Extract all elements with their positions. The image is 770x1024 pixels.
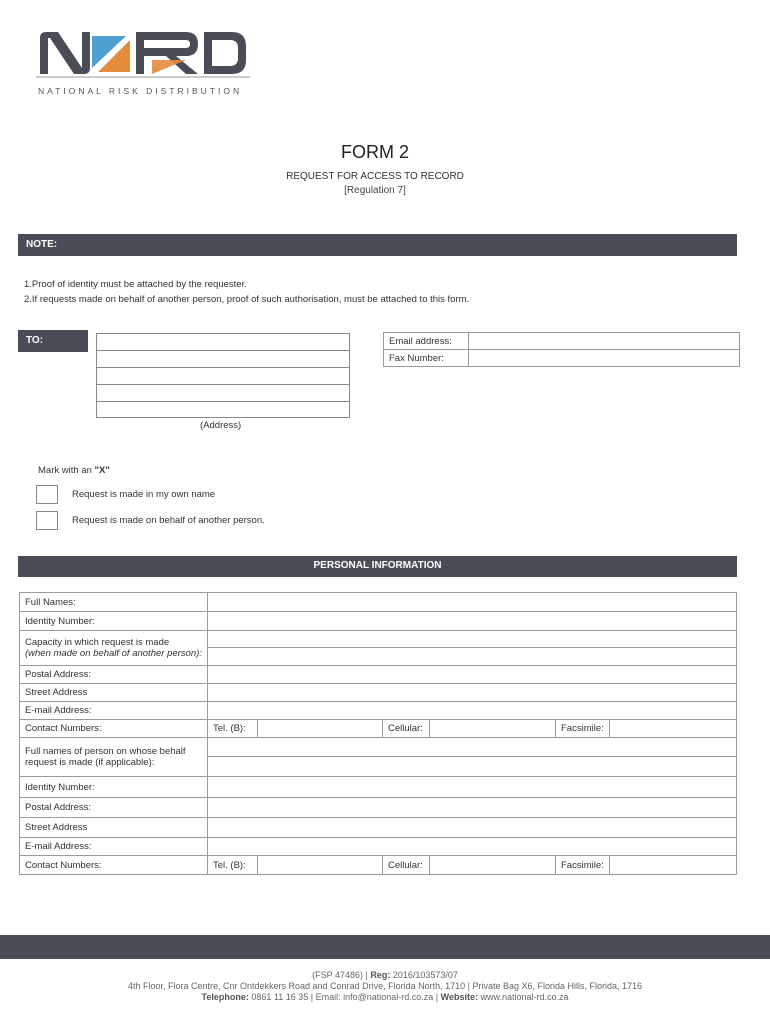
postal-address2-label: Postal Address: bbox=[20, 798, 208, 818]
identity-number-label: Identity Number: bbox=[20, 612, 208, 631]
note-heading: NOTE: bbox=[26, 239, 58, 250]
full-names-label: Full Names: bbox=[20, 593, 208, 612]
address-line-5[interactable] bbox=[96, 402, 350, 418]
behalf-names-field-1[interactable] bbox=[208, 738, 737, 757]
behalf-label: Request is made on behalf of another person. bbox=[72, 515, 265, 526]
footer-line-1 bbox=[0, 970, 770, 981]
form-subtitle: REQUEST FOR ACCESS TO RECORD bbox=[286, 171, 464, 182]
own-name-label: Request is made in my own name bbox=[72, 489, 216, 500]
note-item-2: 2.If requests made on behalf of another person, proof of such authorisation, must be attached to this form. bbox=[24, 294, 470, 305]
form-regulation: [Regulation 7] bbox=[344, 185, 406, 196]
footer-tel-label: Telephone: bbox=[201, 992, 249, 1002]
cellular-label: Cellular: bbox=[383, 720, 430, 738]
email-address2-label: E-mail Address: bbox=[20, 838, 208, 856]
mark-instruction-text: Mark with an bbox=[38, 465, 95, 476]
footer-web-label: Website: bbox=[440, 992, 478, 1002]
email-address2-field[interactable] bbox=[208, 838, 737, 856]
postal-address-field[interactable] bbox=[208, 666, 737, 684]
email-address-label: E-mail Address: bbox=[20, 702, 208, 720]
mark-symbol: "X" bbox=[94, 465, 110, 476]
footer-line-3 bbox=[0, 992, 770, 1003]
note-list bbox=[24, 277, 469, 307]
capacity-text: Capacity in which request is made bbox=[25, 637, 170, 648]
tel2-field[interactable] bbox=[258, 856, 383, 875]
address-fields bbox=[96, 333, 350, 418]
to-label-box bbox=[18, 330, 88, 352]
facsimile-label: Facsimile: bbox=[556, 720, 610, 738]
contact-table bbox=[383, 332, 740, 367]
behalf-checkbox[interactable] bbox=[36, 511, 58, 530]
mark-instruction bbox=[38, 465, 110, 476]
email-label: Email address: bbox=[384, 333, 469, 350]
email-field[interactable] bbox=[469, 333, 740, 350]
address-line-1[interactable] bbox=[96, 333, 350, 351]
cellular-field[interactable] bbox=[430, 720, 556, 738]
postal-address-label: Postal Address: bbox=[20, 666, 208, 684]
fax-field[interactable] bbox=[469, 350, 740, 367]
tel2-label: Tel. (B): bbox=[208, 856, 258, 875]
identity-number2-field[interactable] bbox=[208, 777, 737, 798]
footer-fsp: (FSP 47486) | bbox=[312, 970, 371, 980]
cellular2-label: Cellular: bbox=[383, 856, 430, 875]
logo-subtitle: NATIONAL RISK DISTRIBUTION bbox=[38, 86, 243, 96]
facsimile2-field[interactable] bbox=[609, 856, 736, 875]
footer-bar bbox=[0, 935, 770, 959]
street-address2-label: Street Address bbox=[20, 818, 208, 838]
behalf-names-field-2[interactable] bbox=[208, 757, 737, 777]
address-line-4[interactable] bbox=[96, 385, 350, 402]
identity-number-field[interactable] bbox=[208, 612, 737, 631]
facsimile2-label: Facsimile: bbox=[556, 856, 610, 875]
capacity-field-2[interactable] bbox=[208, 648, 737, 666]
footer-web-value: www.national-rd.co.za bbox=[477, 992, 569, 1002]
tel-label: Tel. (B): bbox=[208, 720, 258, 738]
to-label: TO: bbox=[26, 335, 44, 346]
address-line-2[interactable] bbox=[96, 351, 350, 368]
personal-info-table bbox=[19, 592, 737, 875]
contact-numbers2-label: Contact Numbers: bbox=[20, 856, 208, 875]
capacity-field-1[interactable] bbox=[208, 631, 737, 648]
postal-address2-field[interactable] bbox=[208, 798, 737, 818]
tel-field[interactable] bbox=[258, 720, 383, 738]
personal-info-bar bbox=[18, 556, 737, 577]
fax-label: Fax Number: bbox=[384, 350, 469, 367]
email-address-field[interactable] bbox=[208, 702, 737, 720]
footer-reg-value: 2016/103573/07 bbox=[390, 970, 458, 980]
address-caption: (Address) bbox=[200, 420, 242, 431]
cellular2-field[interactable] bbox=[430, 856, 556, 875]
footer-tel-value: 0861 11 16 35 | Email: info@national-rd.co.za | bbox=[248, 992, 441, 1002]
note-bar bbox=[18, 234, 737, 256]
footer-reg-label: Reg: bbox=[370, 970, 391, 980]
capacity-note: (when made on behalf of another person): bbox=[25, 648, 202, 659]
street-address2-field[interactable] bbox=[208, 818, 737, 838]
street-address-label: Street Address bbox=[20, 684, 208, 702]
company-logo bbox=[36, 28, 250, 83]
capacity-label bbox=[20, 631, 208, 666]
own-name-checkbox[interactable] bbox=[36, 485, 58, 504]
behalf-names-label: Full names of person on whose behalf request is made (if applicable): bbox=[20, 738, 208, 777]
form-title: FORM 2 bbox=[340, 142, 409, 162]
street-address-field[interactable] bbox=[208, 684, 737, 702]
facsimile-field[interactable] bbox=[609, 720, 736, 738]
identity-number2-label: Identity Number: bbox=[20, 777, 208, 798]
contact-numbers-label: Contact Numbers: bbox=[20, 720, 208, 738]
note-item-1: 1.Proof of identity must be attached by the requester. bbox=[24, 279, 247, 290]
full-names-field[interactable] bbox=[208, 593, 737, 612]
address-line-3[interactable] bbox=[96, 368, 350, 385]
personal-info-heading: PERSONAL INFORMATION bbox=[313, 560, 442, 571]
footer-address: 4th Floor, Flora Centre, Cnr Ontdekkers Road and Conrad Drive, Florida North, 1710 | Private Bag X6, Florida Hills, Florida, 1716 bbox=[127, 981, 643, 991]
